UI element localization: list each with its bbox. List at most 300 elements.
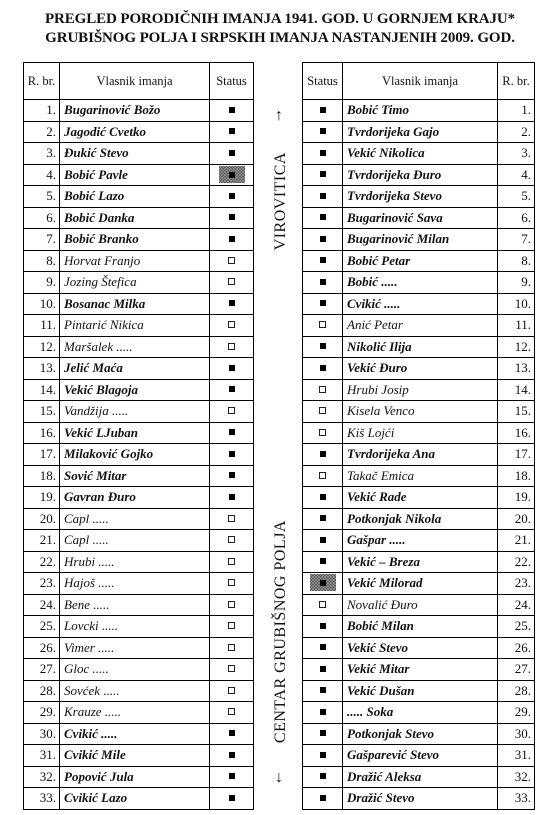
owner-name: Vekić Đuro xyxy=(343,358,498,380)
status-cell xyxy=(210,487,254,509)
owner-name: Popović Jula xyxy=(60,766,210,788)
empty-square-icon xyxy=(228,407,235,414)
table-row xyxy=(24,272,254,294)
table-row xyxy=(24,379,254,401)
status-cell xyxy=(210,100,254,122)
table-row xyxy=(303,186,535,208)
owner-name: Vekić Blagoja xyxy=(60,379,210,401)
status-cell xyxy=(303,487,343,509)
row-number: 13. xyxy=(24,358,60,380)
table-row xyxy=(24,336,254,358)
empty-square-icon xyxy=(228,687,235,694)
table-row xyxy=(303,293,535,315)
empty-square-icon xyxy=(319,386,326,393)
header-owner: Vlasnik imanja xyxy=(60,63,210,100)
status-cell xyxy=(210,401,254,423)
row-number: 27. xyxy=(498,659,535,681)
status-cell xyxy=(210,315,254,337)
status-cell xyxy=(303,358,343,380)
table-row xyxy=(24,766,254,788)
row-number: 13. xyxy=(498,358,535,380)
row-number: 32. xyxy=(24,766,60,788)
owner-name: Lovcki ..... xyxy=(60,616,210,638)
filled-square-icon xyxy=(320,623,326,629)
table-row xyxy=(24,616,254,638)
status-cell xyxy=(210,616,254,638)
owner-name: Cvikić ..... xyxy=(343,293,498,315)
status-cell xyxy=(210,723,254,745)
filled-square-icon xyxy=(320,537,326,543)
row-number: 11. xyxy=(24,315,60,337)
status-cell xyxy=(210,745,254,767)
status-cell xyxy=(303,702,343,724)
owner-name: Vekić Dušan xyxy=(343,680,498,702)
owner-name: Anić Petar xyxy=(343,315,498,337)
table-row xyxy=(24,530,254,552)
owner-name: Bobić Timo xyxy=(343,100,498,122)
owner-name: Cvikić ..... xyxy=(60,723,210,745)
status-cell xyxy=(303,723,343,745)
empty-square-icon xyxy=(228,708,235,715)
empty-square-icon xyxy=(228,343,235,350)
filled-square-icon xyxy=(320,365,326,371)
row-number: 24. xyxy=(498,594,535,616)
status-cell xyxy=(303,121,343,143)
table-row xyxy=(303,723,535,745)
row-number: 5. xyxy=(498,186,535,208)
row-number: 25. xyxy=(24,616,60,638)
row-number: 4. xyxy=(24,164,60,186)
status-cell xyxy=(303,659,343,681)
header-status: Status xyxy=(210,63,254,100)
table-row xyxy=(303,745,535,767)
table-row xyxy=(24,100,254,122)
owner-name: Pintarić Nikica xyxy=(60,315,210,337)
table-row xyxy=(24,293,254,315)
table-row xyxy=(24,723,254,745)
row-number: 15. xyxy=(24,401,60,423)
row-number: 24. xyxy=(24,594,60,616)
filled-square-icon xyxy=(229,494,235,500)
status-cell xyxy=(210,250,254,272)
table-row xyxy=(24,465,254,487)
filled-square-icon xyxy=(229,365,235,371)
owner-name: Vekić Mitar xyxy=(343,659,498,681)
filled-square-icon xyxy=(320,236,326,242)
status-cell xyxy=(210,164,254,186)
owner-name: Tvrdorijeka Stevo xyxy=(343,186,498,208)
status-cell xyxy=(210,530,254,552)
table-row xyxy=(303,358,535,380)
owner-name: Gašparević Stevo xyxy=(343,745,498,767)
status-cell xyxy=(210,272,254,294)
empty-square-icon xyxy=(228,515,235,522)
status-cell xyxy=(303,444,343,466)
status-cell xyxy=(303,465,343,487)
filled-square-icon xyxy=(320,107,326,113)
table-row xyxy=(303,594,535,616)
table-row xyxy=(303,551,535,573)
filled-square-icon xyxy=(229,773,235,779)
row-number: 17. xyxy=(24,444,60,466)
status-cell xyxy=(303,143,343,165)
table-row xyxy=(303,659,535,681)
table-row xyxy=(24,788,254,810)
status-cell xyxy=(303,637,343,659)
document-title xyxy=(0,10,560,48)
row-number: 31. xyxy=(498,745,535,767)
table-row xyxy=(24,164,254,186)
row-number: 33. xyxy=(498,788,535,810)
row-number: 31. xyxy=(24,745,60,767)
row-number: 19. xyxy=(498,487,535,509)
table-row xyxy=(303,250,535,272)
owner-name: Hajoš ..... xyxy=(60,573,210,595)
empty-square-icon xyxy=(228,622,235,629)
table-row xyxy=(24,680,254,702)
filled-square-icon xyxy=(320,666,326,672)
owner-name: Krauze ..... xyxy=(60,702,210,724)
status-cell xyxy=(303,272,343,294)
owner-name: Kisela Venco xyxy=(343,401,498,423)
row-number: 21. xyxy=(24,530,60,552)
owner-name: Đukić Stevo xyxy=(60,143,210,165)
status-cell xyxy=(210,659,254,681)
table-row xyxy=(303,637,535,659)
table-row xyxy=(24,229,254,251)
status-cell xyxy=(303,788,343,810)
row-number: 17. xyxy=(498,444,535,466)
owner-name: Potkonjak Nikola xyxy=(343,508,498,530)
row-number: 1. xyxy=(24,100,60,122)
owner-name: Jozing Štefica xyxy=(60,272,210,294)
table-row xyxy=(24,401,254,423)
table-row xyxy=(24,594,254,616)
table-row xyxy=(303,530,535,552)
table-row xyxy=(303,121,535,143)
status-cell xyxy=(210,143,254,165)
filled-square-icon xyxy=(320,494,326,500)
owner-name: Potkonjak Stevo xyxy=(343,723,498,745)
owner-name: Jagodić Cvetko xyxy=(60,121,210,143)
row-number: 8. xyxy=(24,250,60,272)
owner-name: Gloc ..... xyxy=(60,659,210,681)
row-number: 6. xyxy=(498,207,535,229)
row-number: 3. xyxy=(24,143,60,165)
owner-name: Bobić Milan xyxy=(343,616,498,638)
filled-square-icon xyxy=(320,773,326,779)
status-cell xyxy=(303,379,343,401)
owner-name: Takač Emica xyxy=(343,465,498,487)
table-row xyxy=(303,573,535,595)
table-row xyxy=(303,143,535,165)
status-cell xyxy=(210,465,254,487)
status-cell xyxy=(303,745,343,767)
empty-square-icon xyxy=(319,429,326,436)
row-number: 12. xyxy=(24,336,60,358)
arrow-up-icon: ↑ xyxy=(275,107,283,124)
table-row xyxy=(303,422,535,444)
table-row xyxy=(303,702,535,724)
status-cell xyxy=(303,336,343,358)
table-row xyxy=(303,336,535,358)
filled-square-icon xyxy=(229,193,235,199)
row-number: 28. xyxy=(24,680,60,702)
table-row xyxy=(303,229,535,251)
status-cell xyxy=(303,508,343,530)
status-cell xyxy=(303,422,343,444)
table-row xyxy=(303,465,535,487)
header-rbr: R. br. xyxy=(24,63,60,100)
status-cell xyxy=(210,379,254,401)
owner-name: Bobić Lazo xyxy=(60,186,210,208)
owner-name: Gavran Đuro xyxy=(60,487,210,509)
mixed-status-icon xyxy=(310,574,336,591)
owner-name: Hrubi Josip xyxy=(343,379,498,401)
owner-name: Bobić Petar xyxy=(343,250,498,272)
row-number: 6. xyxy=(24,207,60,229)
owner-name: Novalić Đuro xyxy=(343,594,498,616)
table-row xyxy=(24,422,254,444)
row-number: 16. xyxy=(498,422,535,444)
status-cell xyxy=(303,401,343,423)
row-number: 5. xyxy=(24,186,60,208)
status-cell xyxy=(210,573,254,595)
empty-square-icon xyxy=(228,278,235,285)
owner-name: Sovćek ..... xyxy=(60,680,210,702)
row-number: 30. xyxy=(24,723,60,745)
row-number: 23. xyxy=(498,573,535,595)
empty-square-icon xyxy=(319,407,326,414)
filled-square-icon xyxy=(229,128,235,134)
status-cell xyxy=(210,508,254,530)
row-number: 33. xyxy=(24,788,60,810)
owner-name: Jelić Maća xyxy=(60,358,210,380)
table-row xyxy=(303,164,535,186)
row-number: 19. xyxy=(24,487,60,509)
status-cell xyxy=(210,336,254,358)
row-number: 25. xyxy=(498,616,535,638)
owner-name: Milaković Gojko xyxy=(60,444,210,466)
filled-square-icon xyxy=(320,687,326,693)
status-cell xyxy=(303,616,343,638)
owner-name: Dražić Stevo xyxy=(343,788,498,810)
filled-square-icon xyxy=(229,730,235,736)
row-number: 7. xyxy=(498,229,535,251)
row-number: 4. xyxy=(498,164,535,186)
status-cell xyxy=(303,551,343,573)
owner-name: Kiš Lojći xyxy=(343,422,498,444)
row-number: 8. xyxy=(498,250,535,272)
filled-square-icon xyxy=(320,214,326,220)
owner-name: Tvrdorijeka Gajo xyxy=(343,121,498,143)
table-row xyxy=(24,551,254,573)
owner-name: ..... Soka xyxy=(343,702,498,724)
row-number: 30. xyxy=(498,723,535,745)
owner-name: Vekić Rade xyxy=(343,487,498,509)
row-number: 23. xyxy=(24,573,60,595)
filled-square-icon xyxy=(320,515,326,521)
owner-name: Hrubi ..... xyxy=(60,551,210,573)
status-cell xyxy=(210,422,254,444)
empty-square-icon xyxy=(228,644,235,651)
row-number: 15. xyxy=(498,401,535,423)
filled-square-icon xyxy=(320,257,326,263)
table-row xyxy=(24,358,254,380)
header-status: Status xyxy=(303,63,343,100)
owner-name: Vekić – Breza xyxy=(343,551,498,573)
right-property-table xyxy=(302,62,535,810)
row-number: 28. xyxy=(498,680,535,702)
table-row xyxy=(24,186,254,208)
filled-square-icon xyxy=(229,150,235,156)
row-number: 2. xyxy=(24,121,60,143)
status-cell xyxy=(303,530,343,552)
status-cell xyxy=(303,293,343,315)
table-row xyxy=(303,487,535,509)
table-row xyxy=(303,315,535,337)
filled-square-icon xyxy=(229,300,235,306)
table-row xyxy=(24,637,254,659)
empty-square-icon xyxy=(228,257,235,264)
status-cell xyxy=(210,788,254,810)
filled-square-icon xyxy=(320,752,326,758)
filled-square-icon xyxy=(229,386,235,392)
owner-name: Vekić Stevo xyxy=(343,637,498,659)
table-row xyxy=(303,616,535,638)
title-line-1: PREGLED PORODIČNIH IMANJA 1941. GOD. U GORNJEM KRAJU* xyxy=(44,11,516,27)
owner-name: Capl ..... xyxy=(60,530,210,552)
owner-name: Capl ..... xyxy=(60,508,210,530)
row-number: 11. xyxy=(498,315,535,337)
status-cell xyxy=(303,250,343,272)
right-header-row xyxy=(303,63,535,100)
owner-name: Bugarinović Sava xyxy=(343,207,498,229)
status-cell xyxy=(210,637,254,659)
right-table-body xyxy=(303,100,535,810)
owner-name: Vekić LJuban xyxy=(60,422,210,444)
status-cell xyxy=(210,702,254,724)
row-number: 29. xyxy=(24,702,60,724)
left-property-table xyxy=(23,62,254,810)
owner-name: Vekić Nikolica xyxy=(343,143,498,165)
owner-name: Vekić Milorad xyxy=(343,573,498,595)
table-row xyxy=(24,250,254,272)
row-number: 10. xyxy=(498,293,535,315)
table-row xyxy=(303,444,535,466)
row-number: 9. xyxy=(498,272,535,294)
row-number: 20. xyxy=(498,508,535,530)
status-cell xyxy=(210,594,254,616)
status-cell xyxy=(303,186,343,208)
status-cell xyxy=(210,358,254,380)
row-number: 20. xyxy=(24,508,60,530)
table-row xyxy=(24,573,254,595)
row-number: 18. xyxy=(24,465,60,487)
table-row xyxy=(303,788,535,810)
filled-square-icon xyxy=(229,451,235,457)
status-cell xyxy=(303,229,343,251)
owner-name: Bosanac Milka xyxy=(60,293,210,315)
table-row xyxy=(303,766,535,788)
owner-name: Bobić Danka xyxy=(60,207,210,229)
filled-square-icon xyxy=(320,451,326,457)
owner-name: Bobić ..... xyxy=(343,272,498,294)
table-row xyxy=(303,401,535,423)
owner-name: Vandžija ..... xyxy=(60,401,210,423)
owner-name: Vimer ..... xyxy=(60,637,210,659)
owner-name: Bene ..... xyxy=(60,594,210,616)
table-row xyxy=(303,379,535,401)
filled-square-icon xyxy=(320,558,326,564)
row-number: 7. xyxy=(24,229,60,251)
row-number: 12. xyxy=(498,336,535,358)
empty-square-icon xyxy=(319,601,326,608)
row-number: 16. xyxy=(24,422,60,444)
filled-square-icon xyxy=(320,343,326,349)
left-table-body xyxy=(24,100,254,810)
direction-label-centar: CENTAR GRUBIŠNOG POLJA xyxy=(272,520,289,744)
row-number: 21. xyxy=(498,530,535,552)
empty-square-icon xyxy=(228,665,235,672)
status-cell xyxy=(303,164,343,186)
row-number: 1. xyxy=(498,100,535,122)
status-cell xyxy=(303,207,343,229)
owner-name: Bugarinović Božo xyxy=(60,100,210,122)
title-line-2: GRUBIŠNOG POLJA I SRPSKIH IMANJA NASTANJENIH 2009. GOD. xyxy=(45,30,515,46)
header-rbr: R. br. xyxy=(498,63,535,100)
status-cell xyxy=(303,100,343,122)
row-number: 2. xyxy=(498,121,535,143)
owner-name: Nikolić Ilija xyxy=(343,336,498,358)
table-row xyxy=(303,207,535,229)
row-number: 32. xyxy=(498,766,535,788)
table-row xyxy=(303,508,535,530)
table-row xyxy=(303,680,535,702)
filled-square-icon xyxy=(229,752,235,758)
owner-name: Maršalek ..... xyxy=(60,336,210,358)
row-number: 22. xyxy=(24,551,60,573)
status-cell xyxy=(210,766,254,788)
empty-square-icon xyxy=(228,601,235,608)
table-row xyxy=(24,745,254,767)
status-cell xyxy=(210,680,254,702)
row-number: 14. xyxy=(498,379,535,401)
owner-name: Bobić Branko xyxy=(60,229,210,251)
row-number: 14. xyxy=(24,379,60,401)
owner-name: Tvrdorijeka Ana xyxy=(343,444,498,466)
status-cell xyxy=(303,766,343,788)
filled-square-icon xyxy=(229,795,235,801)
owner-name: Bobić Pavle xyxy=(60,164,210,186)
row-number: 26. xyxy=(498,637,535,659)
owner-name: Sović Mitar xyxy=(60,465,210,487)
owner-name: Cvikić Mile xyxy=(60,745,210,767)
status-cell xyxy=(303,680,343,702)
status-cell xyxy=(210,207,254,229)
row-number: 22. xyxy=(498,551,535,573)
row-number: 27. xyxy=(24,659,60,681)
filled-square-icon xyxy=(320,279,326,285)
table-row xyxy=(24,207,254,229)
empty-square-icon xyxy=(319,321,326,328)
status-cell xyxy=(303,315,343,337)
row-number: 9. xyxy=(24,272,60,294)
filled-square-icon xyxy=(320,150,326,156)
filled-square-icon xyxy=(320,730,326,736)
row-number: 26. xyxy=(24,637,60,659)
row-number: 10. xyxy=(24,293,60,315)
